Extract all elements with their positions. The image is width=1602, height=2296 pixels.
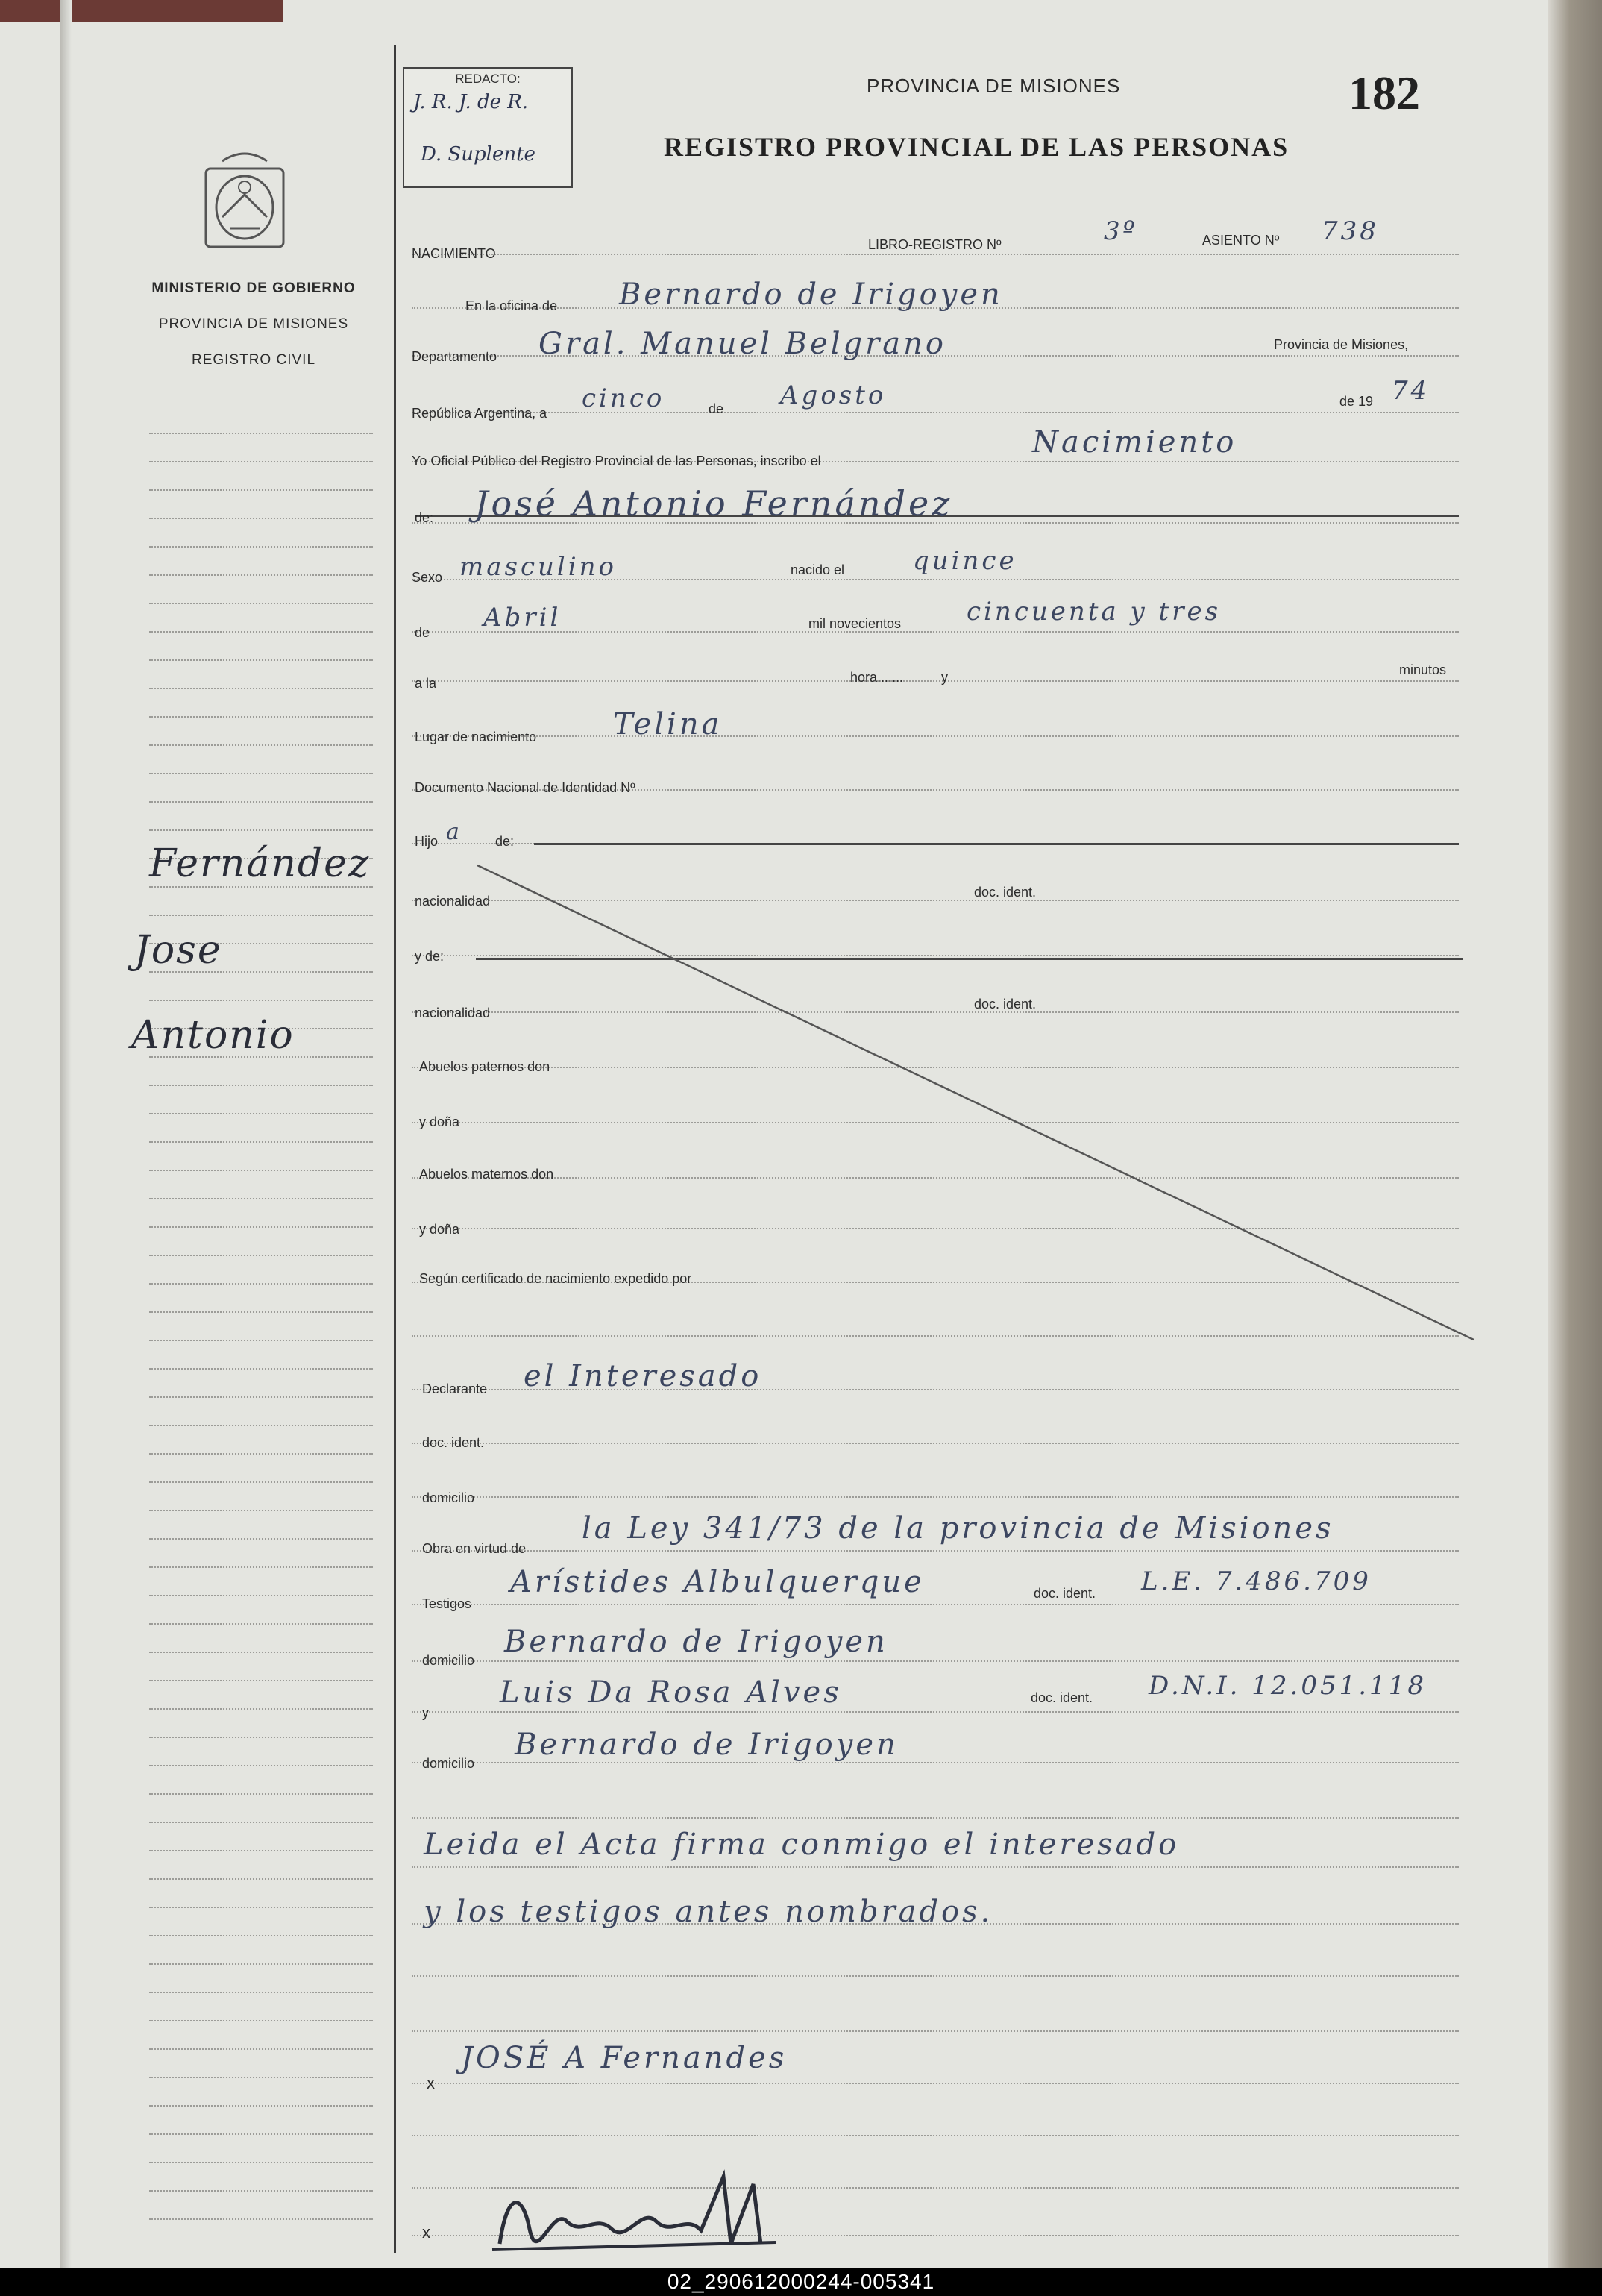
- header-province: PROVINCIA DE MISIONES: [867, 75, 1121, 97]
- inscribo-value: Nacimiento: [1032, 425, 1237, 459]
- abuelos-paternos-label: Abuelos paternos don: [419, 1059, 550, 1074]
- stamp-title: REDACTO:: [455, 72, 521, 86]
- provincia-label: Provincia de Misiones,: [1274, 337, 1409, 352]
- page-number: 182: [1348, 66, 1420, 119]
- lugar-label: Lugar de nacimiento: [415, 730, 537, 744]
- y-label: y: [941, 670, 948, 685]
- testigo1-domicilio: Bernardo de Irigoyen: [504, 1625, 888, 1659]
- nacionalidad-label: nacionalidad: [415, 894, 491, 909]
- segun-label: Según certificado de nacimiento expedido por: [419, 1271, 692, 1286]
- dni-label: Documento Nacional de Identidad Nº: [415, 780, 635, 795]
- asiento-value: 738: [1322, 216, 1379, 246]
- mil-label: mil novecientos: [808, 616, 902, 631]
- person-name: José Antonio Fernández: [474, 483, 953, 524]
- libro-value: 3º: [1104, 216, 1138, 246]
- y-dona-label: y doña: [419, 1114, 460, 1129]
- nacionalidad2-label: nacionalidad: [415, 1006, 491, 1020]
- mes2-value: Abril: [483, 603, 562, 633]
- firma-x: x: [427, 2074, 435, 2092]
- testigo2-name: Luis Da Rosa Alves: [500, 1675, 842, 1710]
- domicilio3-label: domicilio: [422, 1756, 475, 1771]
- sexo-label: Sexo: [412, 570, 443, 585]
- nacido-value: quince: [913, 546, 1017, 576]
- doc-ident2-label: doc. ident.: [974, 997, 1037, 1011]
- header-registry-title: REGISTRO PROVINCIAL DE LAS PERSONAS: [664, 132, 1290, 162]
- hijo-suffix: a: [446, 819, 462, 845]
- a-la-label: a la: [415, 676, 437, 691]
- testigo2-domicilio: Bernardo de Irigoyen: [515, 1728, 899, 1762]
- declarante-label: Declarante: [422, 1381, 488, 1396]
- domicilio2-label: domicilio: [422, 1653, 475, 1668]
- obra-label: Obra en virtud de: [422, 1541, 527, 1556]
- testigo1-doc: L.E. 7.486.709: [1141, 1566, 1372, 1596]
- obra-value: la Ley 341/73 de la provincia de Misiones: [582, 1511, 1334, 1546]
- doc-ident4-label: doc. ident.: [1034, 1586, 1096, 1601]
- inscribo-label: Yo Oficial Público del Registro Provincial de las Personas, inscribo el: [412, 454, 821, 468]
- de2-label: de: [415, 625, 430, 640]
- y-de-label: y de:: [415, 949, 445, 964]
- lugar-value: Telina: [613, 707, 723, 741]
- del-label: de:: [495, 834, 515, 849]
- nacido-label: nacido el: [791, 562, 845, 577]
- doc-ident-label: doc. ident.: [974, 885, 1037, 900]
- stub-surname: Fernández: [149, 841, 371, 886]
- stamp-line-2: D. Suplente: [421, 143, 535, 166]
- asiento-label: ASIENTO Nº: [1202, 233, 1280, 248]
- anio-value: 74: [1392, 376, 1430, 406]
- image-caption: 02_290612000244-005341: [0, 2268, 1602, 2296]
- oficina-label: En la oficina de: [465, 298, 558, 313]
- y2-label: y: [422, 1705, 429, 1720]
- nacimiento-label: NACIMIENTO: [412, 246, 496, 261]
- hora-label: hora.......: [850, 670, 904, 685]
- abuelos-maternos-label: Abuelos maternos don: [419, 1167, 554, 1182]
- libro-label: LIBRO-REGISTRO Nº: [868, 237, 1002, 252]
- interesado-signature: JOSÉ A Fernandes: [461, 2041, 788, 2075]
- sexo-value: masculino: [459, 552, 618, 582]
- declarante-value: el Interesado: [524, 1359, 762, 1393]
- testigo2-doc: D.N.I. 12.051.118: [1149, 1671, 1427, 1701]
- ministry-title: MINISTERIO DE GOBIERNO: [151, 280, 356, 296]
- dia-value: cinco: [582, 383, 665, 413]
- stub-middle-name: Antonio: [131, 1013, 295, 1058]
- minutos-label: minutos: [1399, 662, 1447, 677]
- oficina-value: Bernardo de Irigoyen: [619, 277, 1003, 312]
- hijo-label: Hijo: [415, 834, 439, 849]
- firma2-x: x: [422, 2223, 430, 2242]
- ministry-registry: REGISTRO CIVIL: [191, 352, 316, 368]
- testigo1-name: Arístides Albulquerque: [510, 1565, 925, 1599]
- republica-label: República Argentina, a: [412, 406, 547, 421]
- departamento-label: Departamento: [412, 349, 497, 364]
- de-person-label: de:: [415, 510, 434, 525]
- anio-label: de 19: [1339, 394, 1374, 409]
- departamento-value: Gral. Manuel Belgrano: [538, 327, 946, 361]
- de-label: de: [709, 401, 724, 416]
- ministry-province: PROVINCIA DE MISIONES: [158, 316, 349, 332]
- mil-value: cincuenta y tres: [967, 597, 1222, 627]
- stamp-line-1: J. R. J. de R.: [413, 91, 529, 113]
- doc-ident5-label: doc. ident.: [1031, 1690, 1093, 1705]
- stub-first-name: Jose: [134, 928, 222, 973]
- y-dona2-label: y doña: [419, 1222, 460, 1237]
- mes-value: Agosto: [780, 380, 887, 410]
- doc-ident3-label: doc. ident.: [422, 1435, 485, 1450]
- leida-line-2: y los testigos antes nombrados.: [424, 1895, 993, 1929]
- leida-line-1: Leida el Acta firma conmigo el interesado: [424, 1828, 1180, 1862]
- testigos-label: Testigos: [422, 1596, 472, 1611]
- domicilio-label: domicilio: [422, 1490, 475, 1505]
